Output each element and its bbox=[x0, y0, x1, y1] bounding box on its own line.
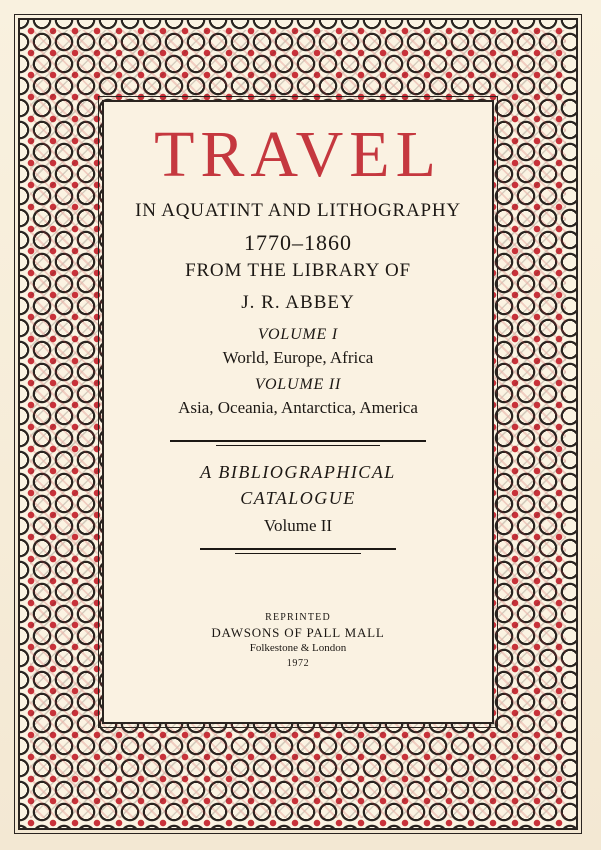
publication-year: 1972 bbox=[286, 658, 310, 669]
title-panel bbox=[102, 100, 494, 724]
divider-rule-top bbox=[170, 440, 426, 442]
volume-one-label: VOLUME I bbox=[257, 326, 339, 343]
author-name: J. R. ABBEY bbox=[241, 292, 355, 313]
publisher-name: DAWSONS OF PALL MALL bbox=[211, 625, 385, 640]
catalogue-heading-line2: CATALOGUE bbox=[240, 488, 356, 508]
book-title: TRAVEL bbox=[154, 118, 442, 191]
divider-rule-bottom bbox=[200, 548, 396, 550]
date-range: 1770–1860 bbox=[244, 230, 352, 255]
reprint-notice: REPRINTED bbox=[265, 612, 331, 623]
publication-place: Folkestone & London bbox=[249, 642, 347, 654]
book-subtitle: IN AQUATINT AND LITHOGRAPHY bbox=[135, 200, 461, 221]
volume-two-contents: Asia, Oceania, Antarctica, America bbox=[178, 398, 418, 417]
catalogue-heading-line1: A BIBLIOGRAPHICAL bbox=[200, 462, 396, 482]
volume-one-contents: World, Europe, Africa bbox=[222, 348, 374, 367]
catalogue-volume: Volume II bbox=[263, 516, 333, 535]
volume-two-label: VOLUME II bbox=[254, 376, 342, 393]
from-library-line: FROM THE LIBRARY OF bbox=[185, 260, 411, 281]
